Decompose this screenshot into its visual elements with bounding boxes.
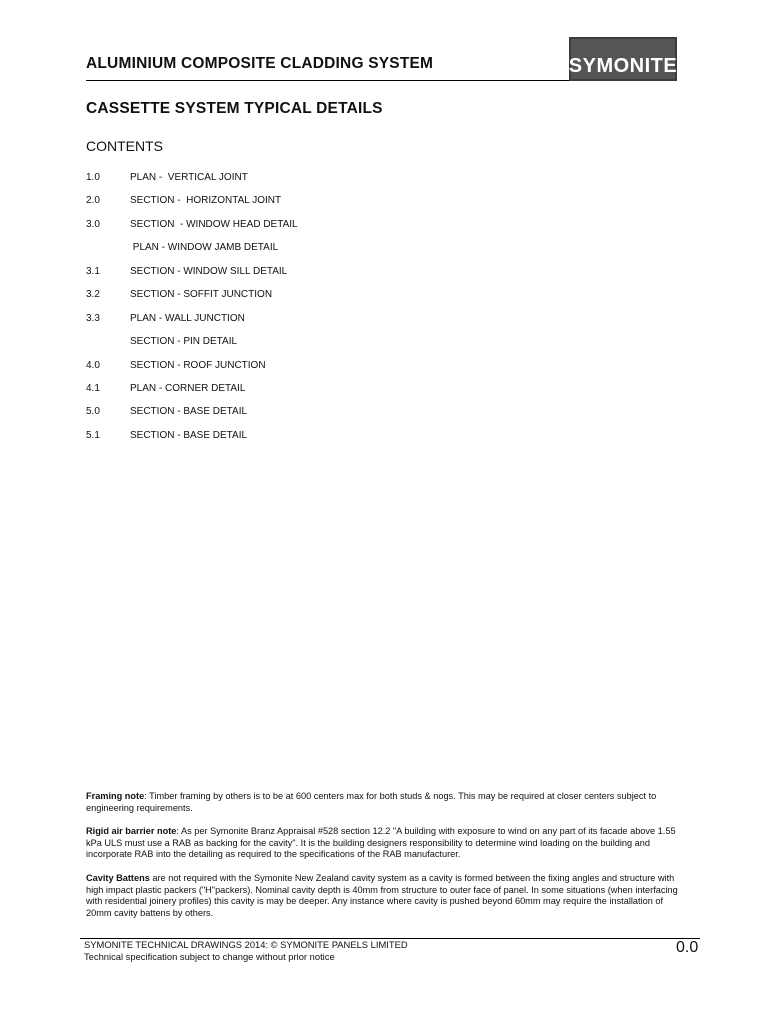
- notes-section: [86, 791, 686, 931]
- toc-item-number: 3.3: [86, 312, 100, 324]
- toc-item: [86, 195, 486, 218]
- toc-item-title: PLAN - WALL JUNCTION: [130, 312, 245, 324]
- toc-item-number: 4.1: [86, 382, 100, 394]
- toc-item: [86, 360, 486, 383]
- toc-item: [86, 430, 486, 453]
- cavity-battens-note: [86, 873, 686, 919]
- toc-item-number: 3.2: [86, 289, 100, 301]
- framing-note-text: : Timber framing by others is to be at 600 centers max for both studs & nogs. This may be required at closer centers subject to engineering requirements.: [86, 791, 657, 813]
- cavity-battens-label: Cavity Battens: [86, 872, 150, 883]
- rab-note: [86, 826, 686, 861]
- toc-item-number: 3.0: [86, 218, 100, 230]
- toc-item: [86, 406, 486, 429]
- toc-item: [86, 172, 486, 195]
- toc-item: [86, 336, 486, 359]
- toc-item-title: SECTION - HORIZONTAL JOINT: [130, 195, 282, 207]
- document-title: ALUMINIUM COMPOSITE CLADDING SYSTEM: [86, 55, 434, 72]
- toc-item-title: SECTION - BASE DETAIL: [130, 406, 248, 418]
- toc-item-title: SECTION - SOFFIT JUNCTION: [130, 289, 273, 301]
- footer-disclaimer: Technical specification subject to change without prior notice: [84, 951, 335, 962]
- toc-item-title: PLAN - VERTICAL JOINT: [130, 172, 248, 183]
- toc-item-title: SECTION - PIN DETAIL: [130, 336, 238, 348]
- framing-note: [86, 791, 686, 814]
- toc-item-number: 2.0: [86, 195, 100, 207]
- toc-item-title: SECTION - WINDOW SILL DETAIL: [130, 265, 288, 277]
- toc-item-number: 1.0: [86, 172, 100, 183]
- toc-item: [86, 242, 486, 265]
- toc-item-number: 5.1: [86, 429, 100, 441]
- toc-item-number: 5.0: [86, 406, 100, 418]
- toc-item-number: 3.1: [86, 265, 100, 277]
- toc-item: [86, 289, 486, 312]
- toc-item-title: SECTION - ROOF JUNCTION: [130, 359, 266, 371]
- section-title: CASSETTE SYSTEM TYPICAL DETAILS: [86, 100, 383, 117]
- contents-heading: CONTENTS: [86, 138, 163, 154]
- toc-item: [86, 219, 486, 242]
- toc-item: [86, 266, 486, 289]
- toc-item-title: SECTION - WINDOW HEAD DETAIL: [130, 218, 298, 230]
- framing-note-label: Framing note: [86, 791, 145, 801]
- logo-text: SYMONITE: [568, 55, 678, 77]
- rab-note-text: : As per Symonite Branz Appraisal #528 section 12.2 "A building with exposure to wind on any part of its facade above 1.55 kPa ULS must use a RAB as backing for the cavity". It is the building designers responsibility to determine wind loading on the building and incorporate RAB into the detailing as required to the specifications of the RAB manufacturer.: [86, 826, 676, 860]
- toc-item-title: PLAN - CORNER DETAIL: [130, 382, 246, 394]
- symonite-logo: [569, 37, 677, 81]
- toc-item-number: 4.0: [86, 359, 100, 371]
- footer-copyright: SYMONITE TECHNICAL DRAWINGS 2014: © SYMONITE PANELS LIMITED: [84, 939, 408, 950]
- header-divider: [86, 80, 572, 81]
- cavity-battens-text: are not required with the Symonite New Zealand cavity system as a cavity is formed between the fixing angles and structure with high impact plastic packers ("H"packers). Nominal cavity depth is 40mm from structure to outer face of panel. In some situations (when interfacing with residential joinery profiles) this cavity is may be deeper. Any instance where cavity is pushed beyond 60mm may require the installation of 20mm cavity battens by others.: [86, 872, 678, 918]
- toc-item: [86, 313, 486, 336]
- toc-item-title: SECTION - BASE DETAIL: [130, 429, 248, 441]
- rab-note-label: Rigid air barrier note: [86, 826, 177, 837]
- table-of-contents: [86, 172, 486, 453]
- toc-item-title: PLAN - WINDOW JAMB DETAIL: [130, 242, 279, 254]
- page-number: 0.0: [676, 939, 699, 956]
- toc-item: [86, 383, 486, 406]
